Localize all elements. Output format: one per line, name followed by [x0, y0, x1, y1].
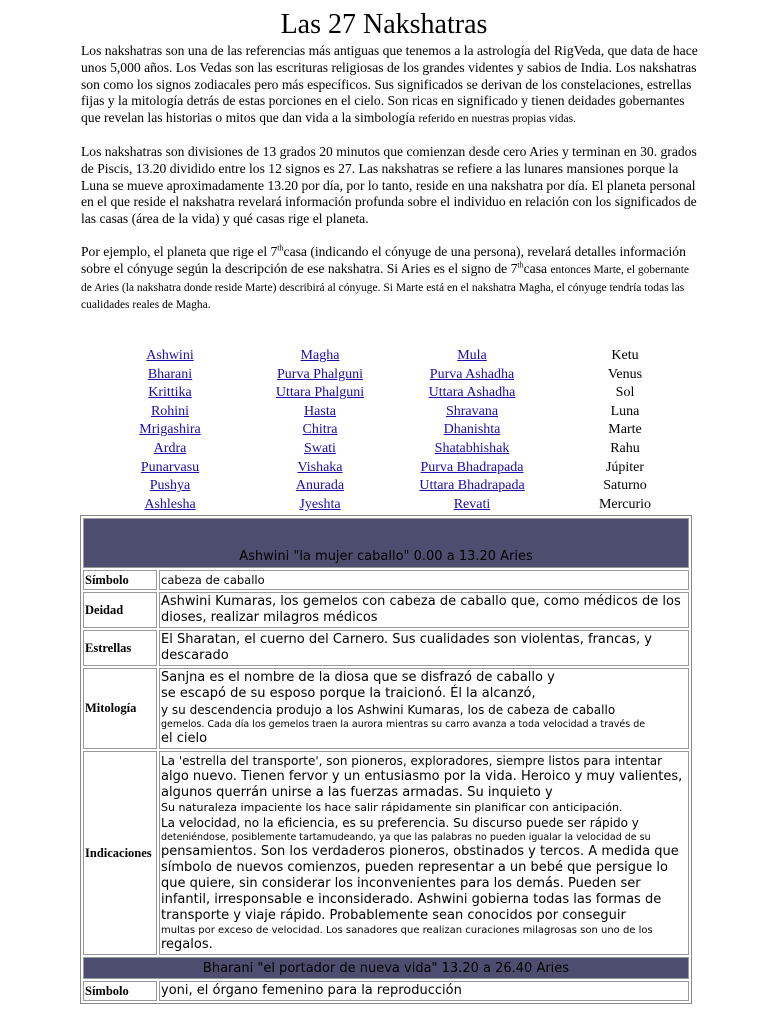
- nakshatra-row: [84, 459, 690, 478]
- nakshatra-table: [84, 347, 690, 514]
- ruling-planet: Sol: [615, 385, 635, 401]
- nakshatra-link[interactable]: Purva Bhadrapada: [420, 459, 524, 475]
- nakshatra-cell: [84, 384, 256, 403]
- nakshatra-cell: [256, 347, 384, 366]
- nakshatra-link[interactable]: Shravana: [445, 403, 499, 419]
- nakshatra-cell: [256, 440, 384, 459]
- nakshatra-cell: [384, 403, 560, 422]
- nakshatra-cell: [84, 421, 256, 440]
- nakshatra-row: [84, 477, 690, 496]
- nakshatra-link[interactable]: Bharani: [147, 366, 193, 382]
- estrellas-value: El Sharatan, el cuerno del Carnero. Sus cualidades son violentas, francas, y descarado: [159, 630, 689, 666]
- nakshatra-link[interactable]: Vishaka: [297, 459, 343, 475]
- nakshatra-cell: [256, 421, 384, 440]
- nakshatra-link[interactable]: Dhanishta: [443, 422, 501, 438]
- intro-paragraph-1: Los nakshatras son una de las referencias más antiguas que tenemos a la astrología del RigVeda, que data de hace unos 5,000 años. Los Vedas son las escrituras religiosas de los grandes videntes y sabios de India. Los nakshatras son como los signos zodiacales pero más específicos. Sus significados se derivan de los constelaciones, estrellas fijas y la mitología detrás de estas porciones en el cielo. Son ricas en significado y tienen deidades gobernantes que revelan las historias o mitos que dan vida a la simbología referido en nuestras propias vidas.: [81, 43, 698, 126]
- nakshatra-cell: [84, 496, 256, 515]
- intro-paragraph-2: Los nakshatras son divisiones de 13 grados 20 minutos que comienzan desde cero Aries y terminan en 30. grados de Piscis, 13.20 dividido entre los 12 signos es 27. Las nakshatras se refiere a las lunares mansiones porque la Luna se mueve aproximadamente 13.20 por día, por lo tanto, reside en una nakshatra por día. El planeta personal en el que reside el nakshatra revelará información profunda sobre el individuo en relación con los significados de las casas (área de la vida) y qué casas rige el planeta.: [81, 143, 697, 227]
- nakshatra-cell: [384, 496, 560, 515]
- ruling-planet: Júpiter: [605, 459, 645, 475]
- nakshatra-link[interactable]: Purva Phalguni: [277, 366, 363, 382]
- ruling-planet: Rahu: [610, 440, 640, 456]
- nakshatra-link[interactable]: Punarvasu: [140, 459, 200, 475]
- nakshatra-link[interactable]: Mrigashira: [139, 422, 201, 438]
- ruling-planet: Marte: [608, 422, 642, 438]
- nakshatra-cell: [256, 403, 384, 422]
- intro-paragraph-3: Por ejemplo, el planeta que rige el 7thcasa (indicando el cónyuge de una persona), revelará detalles información sobre el cónyuge según la descripción de ese nakshatra. Si Aries es el signo de 7thcasa entonces Marte, el gobernante de Aries (la nakshatra donde reside Marte) describirá al cónyuge. Si Marte está en el nakshatra Magha, el cónyuge tendría todas las cualidades reales de Magha.: [81, 243, 690, 312]
- ruling-planet: Venus: [607, 366, 643, 382]
- ashwini-detail-table: [80, 515, 692, 1004]
- nakshatra-cell: [256, 384, 384, 403]
- simbolo-value: cabeza de caballo: [159, 570, 689, 590]
- nakshatra-row: [84, 496, 690, 515]
- bharani-simbolo-value: yoni, el órgano femenino para la reproducción: [159, 981, 689, 1001]
- nakshatra-link[interactable]: Swati: [304, 440, 336, 456]
- nakshatra-cell: [384, 440, 560, 459]
- nakshatra-link[interactable]: Ardra: [153, 440, 187, 456]
- nakshatra-cell: [84, 477, 256, 496]
- nakshatra-link[interactable]: Uttara Bhadrapada: [419, 478, 525, 494]
- nakshatra-link[interactable]: Chitra: [302, 422, 338, 438]
- nakshatra-link[interactable]: Ashwini: [146, 348, 194, 363]
- ruling-planet: Saturno: [603, 478, 647, 494]
- nakshatra-link[interactable]: Ashlesha: [144, 496, 196, 512]
- nakshatra-cell: [384, 459, 560, 478]
- nakshatra-row: [84, 347, 690, 366]
- nakshatra-cell: [384, 421, 560, 440]
- nakshatra-row: [84, 403, 690, 422]
- indicaciones-value: La 'estrella del transporte', son pioneros, exploradores, siempre listos para intentar algo nuevo. Tienen fervor y un entusiasmo por la vida. Heroico y muy valientes, algunos querrán unirse a las fuerzas armadas. Su inquieto y Su naturaleza impaciente los hace salir rápidamente sin planificar con anticipación. La velocidad, no la eficiencia, es su preferencia. Su discurso puede ser rápido y deteniéndose, posiblemente tartamudeando, ya que las palabras no pueden igualar la velocidad de su pensamientos. Son los verdaderos pioneros, obstinados y tercos. A medida que símbolo de nuevos comienzos, pueden representar a un bebé que persigue lo que quiere, sin considerar los inconvenientes para los demás. Pueden ser infantil, irresponsable e inconsiderado. Ashwini gobierna todas las formas de transporte y viaje rápido. Probablemente sean conocidos por conseguir multas por exceso de velocidad. Los sanadores que realizan curaciones milagrosas son uno de los regalos.: [159, 751, 689, 955]
- nakshatra-cell: [256, 496, 384, 515]
- nakshatra-link[interactable]: Jyeshta: [299, 496, 341, 512]
- deidad-value: Ashwini Kumaras, los gemelos con cabeza de caballo que, como médicos de los dioses, realizar milagros médicos: [159, 592, 689, 628]
- nakshatra-row: [84, 421, 690, 440]
- nakshatra-link[interactable]: Mula: [457, 348, 487, 363]
- ruling-planet: Ketu: [611, 348, 639, 363]
- mitologia-label: Mitología: [83, 668, 157, 749]
- nakshatra-cell: [384, 477, 560, 496]
- estrellas-label: Estrellas: [83, 630, 157, 666]
- deidad-label: Deidad: [83, 592, 157, 628]
- nakshatra-link[interactable]: Magha: [300, 348, 340, 363]
- nakshatra-cell: [256, 477, 384, 496]
- page-title: Las 27 Nakshatras: [280, 9, 488, 40]
- indicaciones-label: Indicaciones: [83, 751, 157, 955]
- nakshatra-link[interactable]: Pushya: [149, 478, 191, 494]
- nakshatra-link[interactable]: Rohini: [150, 403, 190, 419]
- nakshatra-link[interactable]: Shatabhishak: [434, 440, 510, 456]
- nakshatra-cell: [256, 366, 384, 385]
- nakshatra-cell: [384, 384, 560, 403]
- nakshatra-link[interactable]: Uttara Ashadha: [428, 385, 516, 401]
- nakshatra-row: [84, 366, 690, 385]
- nakshatra-cell: [256, 459, 384, 478]
- mitologia-value: Sanjna es el nombre de la diosa que se disfrazó de caballo y se escapó de su esposo porque la traicionó. Él la alcanzó, y su descendencia produjo a los Ashwini Kumaras, los de cabeza de caballo gemelos. Cada día los gemelos traen la aurora mientras su carro avanza a toda velocidad a través de el cielo: [159, 668, 689, 749]
- nakshatra-cell: [384, 347, 560, 366]
- nakshatra-link[interactable]: Anurada: [295, 478, 345, 494]
- intro-text: [81, 43, 701, 330]
- bharani-header: Bharani "el portador de nueva vida" 13.20 a 26.40 Aries: [83, 957, 689, 979]
- nakshatra-link[interactable]: Revati: [453, 496, 491, 512]
- nakshatra-link[interactable]: Hasta: [304, 403, 336, 419]
- nakshatra-cell: [84, 347, 256, 366]
- nakshatra-link[interactable]: Purva Ashadha: [429, 366, 515, 382]
- nakshatra-cell: [84, 459, 256, 478]
- nakshatra-cell: [84, 403, 256, 422]
- nakshatra-cell: [84, 366, 256, 385]
- nakshatra-cell: [384, 366, 560, 385]
- nakshatra-cell: [84, 440, 256, 459]
- simbolo-label: Símbolo: [83, 570, 157, 590]
- nakshatra-link[interactable]: Krittika: [148, 385, 192, 401]
- ruling-planet: Mercurio: [598, 496, 652, 512]
- bharani-simbolo-label: Símbolo: [83, 981, 157, 1001]
- nakshatra-link[interactable]: Uttara Phalguni: [275, 385, 365, 401]
- ruling-planet: Luna: [610, 403, 640, 419]
- nakshatra-row: [84, 384, 690, 403]
- ashwini-header: Ashwini "la mujer caballo" 0.00 a 13.20 Aries: [83, 518, 689, 568]
- nakshatra-row: [84, 440, 690, 459]
